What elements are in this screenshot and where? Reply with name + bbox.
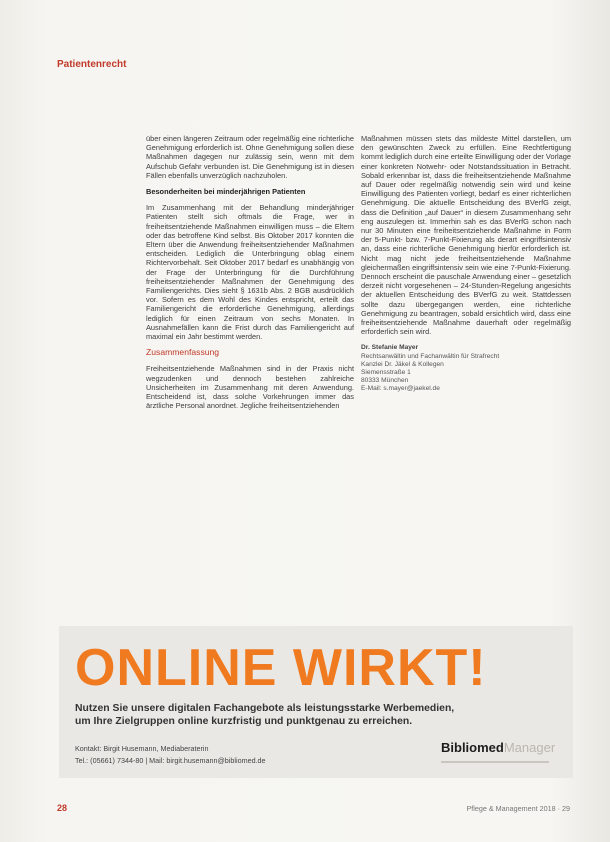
paragraph: Maßnahmen müssen stets das mildeste Mittel darstellen, um den gewünschten Zweck zu erfüllen. Eine Rechtfertigung kommt lediglich durch eine erteilte Einwilligung oder der Vorlage einer konkreten Notwehr- oder Notstandssituation in Betracht. Sobald erkennbar ist, dass die freiheitsentziehende Maßnahme auf Dauer oder regelmäßig notwendig sein wird und keine Einwilligung des Patienten vorliegt, bedarf es einer richterlichen Genehmigung. Die aktuelle Entscheidung des BVerfG zeigt, dass die Definition „auf Dauer“ in diesem Zusammenhang sehr eng auszulegen ist. Immerhin sah es das BVerfG schon nach nur 30 Minuten eine freiheitsentziehende Maßnahme in Form der 5-Punkt- bzw. 7-Punkt-Fixierung als derart eingriffsintensiv an, dass eine richterliche Genehmigung hierfür erforderlich ist. Nicht mag nicht jede freiheitsentziehende Maßnahme gleichermaßen eingriffsintensiv sein wie eine 7-Punkt-Fixierung. Dennoch erscheint die pauschale Anwendung einer – gesetzlich derzeit nicht vorgesehenen – 24-Stunden-Regelung angesichts der aktuellen Entscheidung des BVerfG zu weit. Stattdessen sollte dazu übergegangen werden, eine richterliche Genehmigung zu beantragen, sobald ersichtlich wird, dass eine freiheitsentziehende Maßnahme dauerhaft oder regelmäßig erforderlich sein wird. — [361, 134, 571, 337]
article-column-left — [146, 134, 354, 417]
author-street: Siemensstraße 1 — [361, 369, 411, 377]
ad-contact-details: Tel.: (05661) 7344-80 | Mail: birgit.husemann@bibliomed.de — [75, 756, 266, 765]
logo-underline — [441, 761, 549, 763]
ad-contact-name: Kontakt: Birgit Husemann, Mediaberaterin — [75, 744, 209, 753]
footer-reference: Pflege & Management 2018 · 29 — [466, 804, 570, 813]
paragraph: Im Zusammenhang mit der Behandlung minderjähriger Patienten stellt sich oftmals die Frage, wer in freiheitsentziehende Maßnahmen einwilligen muss – die Eltern oder das betroffene Kind selbst. Bis Oktober 2017 konnten die Eltern über die Anwendung freiheitsentziehender Maßnahmen entscheiden. Lediglich die Unterbringung oblag einem Richtervorbehalt. Seit Oktober 2017 bedarf es unabhängig von der Frage der Unterbringung für die Durchführung freiheitsentziehender Maßnahmen der Genehmigung des Familiengerichts. Dies sieht § 1631b Abs. 2 BGB ausdrücklich vor. Sofern es dem Wohl des Kindes entspricht, erteilt das Familiengericht die erforderliche Genehmigung, allerdings lediglich für einen Zeitraum von sechs Monaten. In Ausnahmefällen kann die Frist durch das Familiengericht auf maximal ein Jahr bestimmt werden. — [146, 203, 354, 342]
subheading-minors: Besonderheiten bei minderjährigen Patienten — [146, 187, 306, 197]
logo-main: Bibliomed — [441, 740, 504, 755]
section-title: Patientenrecht — [57, 59, 127, 70]
paragraph: über einen längeren Zeitraum oder regelmäßig eine richterliche Genehmigung erforderlich ist. Ohne Genehmigung sollen diese Maßnahmen dagegen nur zulässig sein, wenn mit dem Aufschub Gefahr verbunden ist. Die Genehmigung ist in diesen Fällen ebenfalls unverzüglich nachzuholen. — [146, 134, 354, 180]
bibliomed-logo — [441, 738, 556, 760]
author-title: Rechtsanwältin und Fachanwältin für Strafrecht — [361, 352, 500, 360]
author-name: Dr. Stefanie Mayer — [361, 344, 419, 352]
subheading-summary: Zusammenfassung — [146, 347, 220, 358]
author-box — [361, 344, 571, 393]
author-email: E-Mail: s.mayer@jaekel.de — [361, 385, 440, 393]
article-column-right — [361, 134, 571, 394]
logo-accent: Manager — [503, 740, 556, 755]
ad-text-line: Nutzen Sie unsere digitalen Fachangebote als leistungsstarke Werbemedien, — [75, 703, 455, 714]
page-number: 28 — [57, 803, 68, 813]
ad-text-line: um Ihre Zielgruppen online kurzfristig und punktgenau zu erreichen. — [75, 716, 413, 727]
ad-headline: ONLINE WIRKT! — [75, 639, 487, 697]
ad-text — [75, 702, 545, 728]
advertisement — [59, 626, 573, 778]
paragraph: Freiheitsentziehende Maßnahmen sind in der Praxis nicht wegzudenken und dennoch bestehen zahlreiche Unsicherheiten im Zusammenhang mit deren Anwendung. Entscheidend ist, dass solche Vorkehrungen immer das ärztliche Personal anordnet. Jegliche freiheitsentziehenden — [146, 364, 354, 411]
author-city: 80333 München — [361, 377, 409, 385]
author-firm: Kanzlei Dr. Jäkel & Kollegen — [361, 360, 444, 368]
ad-contact — [75, 743, 266, 767]
